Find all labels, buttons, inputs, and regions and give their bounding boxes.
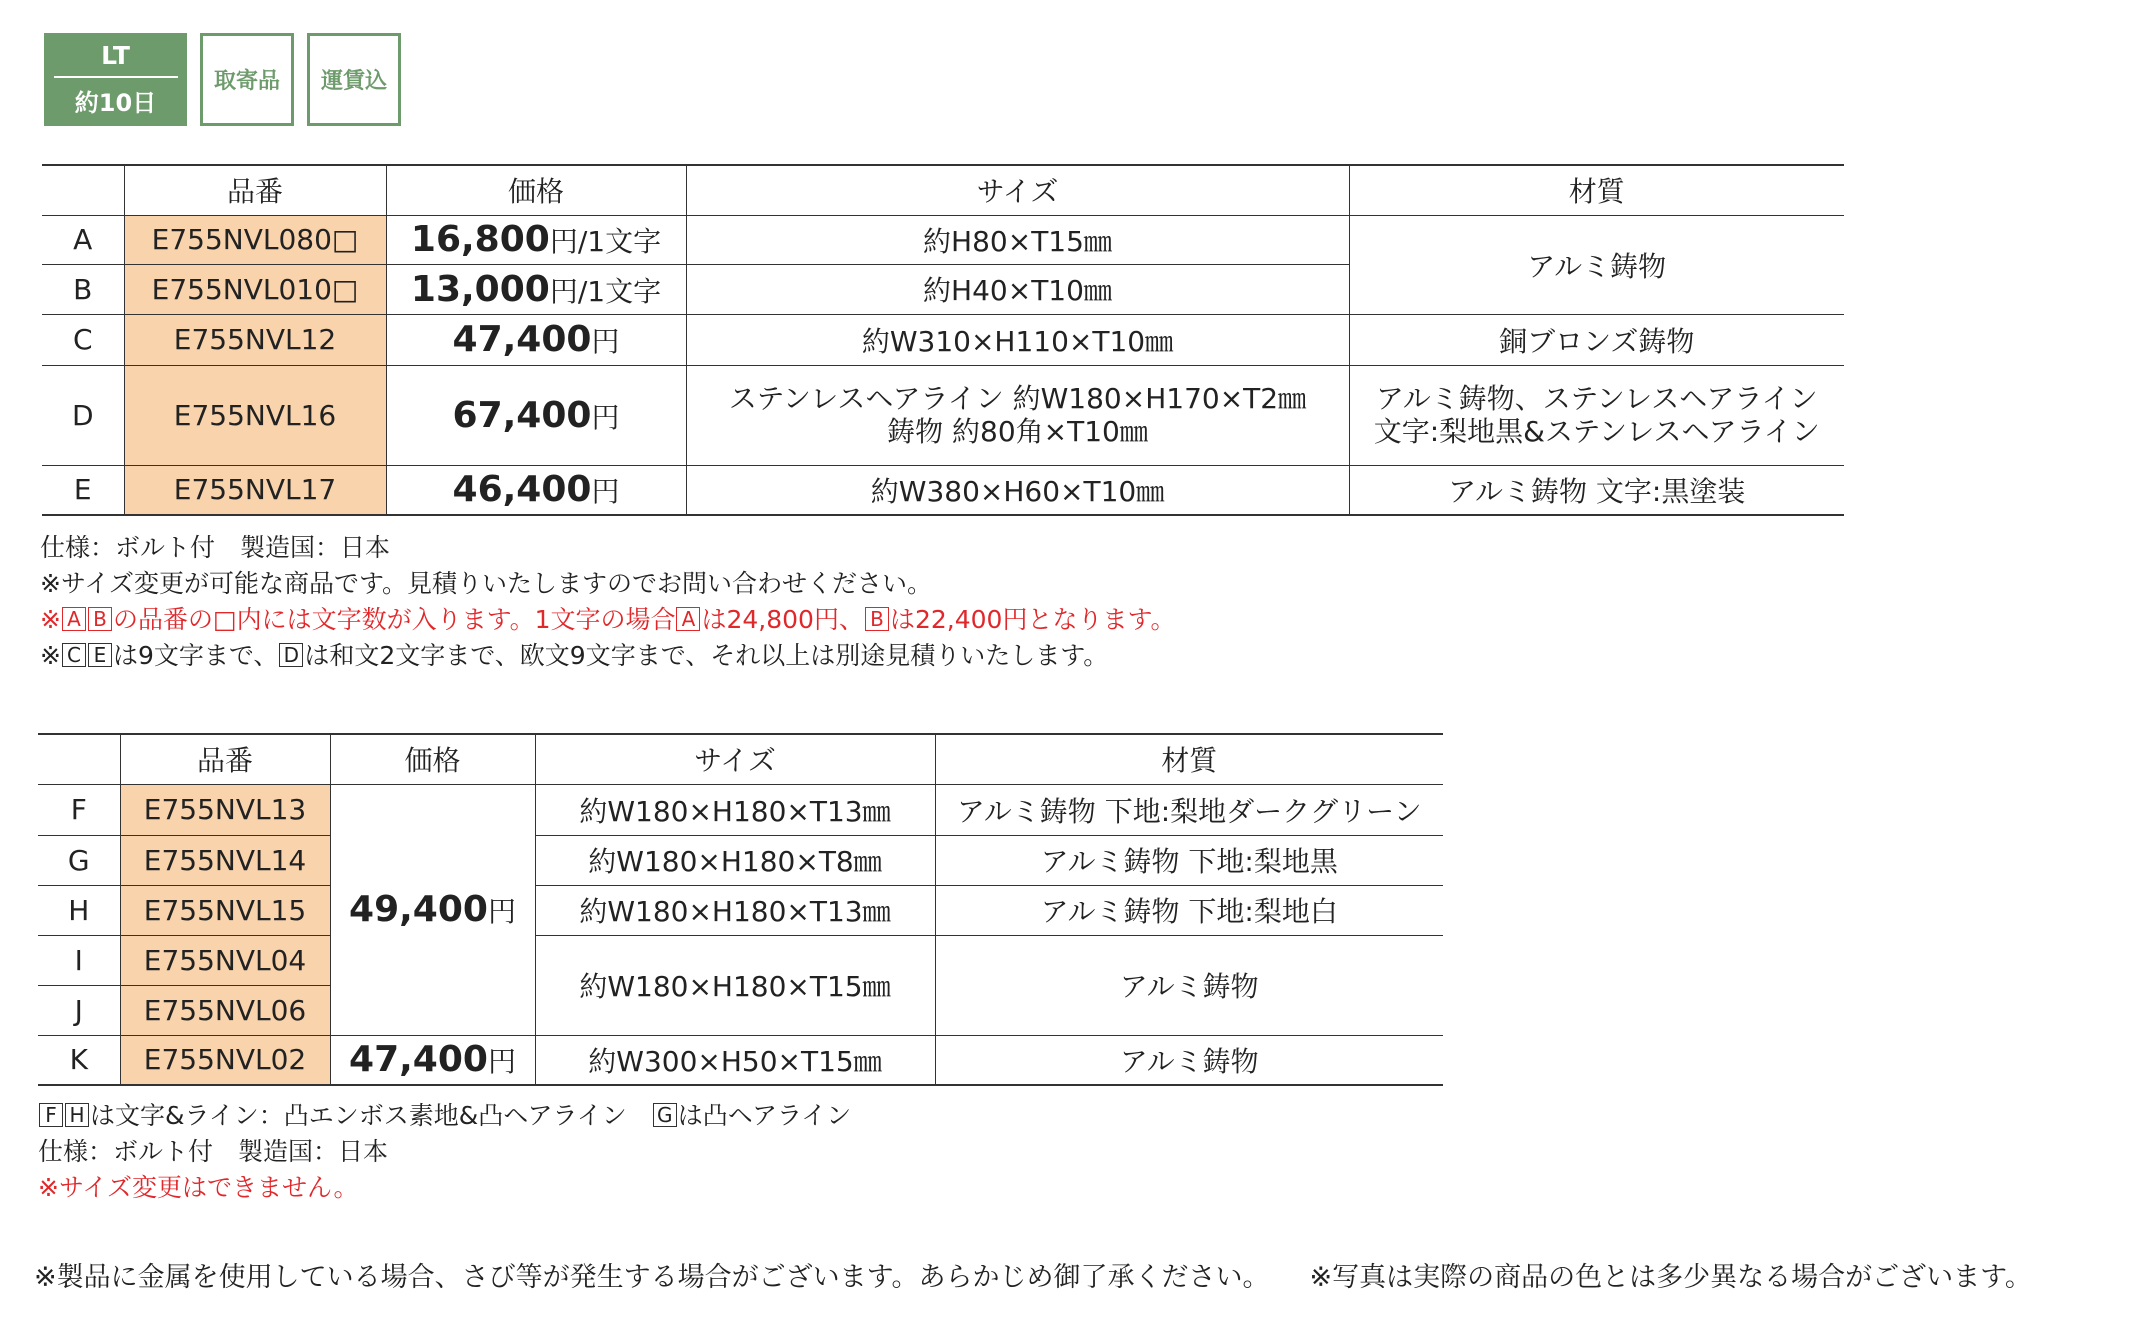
price-unit: 円 (487, 895, 516, 928)
row-ref-a: A (62, 607, 86, 631)
price-unit: 円/1文字 (549, 274, 662, 308)
size: 約W180×H180×T13㎜ (535, 784, 935, 835)
lead-time-badge (44, 33, 187, 126)
row-ref-g: G (653, 1103, 677, 1127)
size: 約W180×H180×T15㎜ (535, 935, 935, 1035)
note-prefix: ※ (40, 605, 61, 634)
size-change-note: ※サイズ変更が可能な商品です。見積りいたしますのでお問い合わせください。 (40, 569, 932, 598)
spec-note: 仕様：ボルト付 製造国：日本 (38, 1137, 389, 1166)
product-code: E755NVL080□ (124, 215, 386, 264)
note-text: の品番の□内には文字数が入ります。1文字の場合 (112, 605, 676, 634)
product-code: E755NVL17 (124, 465, 386, 515)
table-row (38, 784, 1443, 835)
price: 13,000 (410, 268, 550, 310)
material: アルミ鋳物 (1349, 215, 1844, 314)
price: 47,400 (349, 1039, 488, 1081)
badge-row (44, 33, 401, 126)
table-row (42, 215, 1844, 264)
product-code: E755NVL06 (120, 985, 330, 1035)
price-cell (386, 215, 686, 264)
row-id: F (38, 784, 120, 835)
character-limit-note (40, 638, 1175, 674)
material: アルミ鋳物 下地:梨地ダークグリーン (935, 784, 1443, 835)
note-text: は和文2文字まで、欧文9文字まで、それ以上は別途見積りいたします。 (304, 641, 1109, 670)
price-unit: 円/1文字 (549, 225, 662, 258)
spec-note: 仕様：ボルト付 製造国：日本 (40, 533, 391, 562)
character-count-note (40, 602, 1175, 638)
finish-note (38, 1098, 851, 1134)
row-ref-d: D (279, 643, 303, 667)
material: アルミ鋳物 (935, 935, 1443, 1035)
row-id: D (42, 365, 124, 465)
product-code: E755NVL13 (120, 784, 330, 835)
color-disclaimer: ※写真は実際の商品の色とは多少異なる場合がございます。 (1309, 1262, 2032, 1293)
row-id: A (42, 215, 124, 264)
rust-disclaimer: ※製品に金属を使用している場合、さび等が発生する場合がございます。あらかじめ御了承ください。 (34, 1262, 1270, 1293)
row-ref-h: H (65, 1103, 89, 1127)
spec-table-2 (38, 733, 1443, 1086)
price-cell (330, 1035, 535, 1085)
product-code: E755NVL16 (124, 365, 386, 465)
material (1349, 365, 1844, 465)
table-header-row (42, 165, 1844, 215)
product-code: E755NVL010□ (124, 264, 386, 314)
size: 約W180×H180×T8㎜ (535, 835, 935, 885)
header-size: サイズ (535, 734, 935, 784)
row-id: I (38, 935, 120, 985)
row-id: C (42, 314, 124, 365)
shipping-included-badge: 運賃込 (307, 33, 401, 126)
table-row (42, 465, 1844, 515)
header-material: 材質 (1349, 165, 1844, 215)
material: アルミ鋳物 文字:黒塗装 (1349, 465, 1844, 515)
product-code: E755NVL15 (120, 885, 330, 935)
header-code: 品番 (120, 734, 330, 784)
size: 約H80×T15㎜ (686, 215, 1349, 264)
row-id: B (42, 264, 124, 314)
table-row (38, 835, 1443, 885)
header-price: 価格 (330, 734, 535, 784)
size: 約H40×T10㎜ (686, 264, 1349, 314)
price: 67,400 (452, 394, 592, 436)
note-text: は9文字まで、 (112, 641, 279, 670)
row-id: H (38, 885, 120, 935)
table-row (42, 314, 1844, 365)
product-code: E755NVL04 (120, 935, 330, 985)
price-unit: 円 (591, 475, 620, 509)
price-cell (386, 314, 686, 365)
price-cell (330, 784, 535, 1035)
table-row (38, 885, 1443, 935)
price: 47,400 (452, 319, 592, 360)
row-id: E (42, 465, 124, 515)
header-code: 品番 (124, 165, 386, 215)
footer-notes (34, 1255, 2032, 1294)
material: アルミ鋳物 (935, 1035, 1443, 1085)
row-ref-b: B (88, 607, 112, 631)
row-ref-f: F (39, 1103, 63, 1127)
material: アルミ鋳物 下地:梨地白 (935, 885, 1443, 935)
row-ref-b: B (865, 607, 889, 631)
price-cell (386, 465, 686, 515)
product-code: E755NVL14 (120, 835, 330, 885)
row-id: K (38, 1035, 120, 1085)
note-text: は24,800円、 (701, 605, 864, 634)
header-material: 材質 (935, 734, 1443, 784)
table-row (38, 935, 1443, 985)
row-id: J (38, 985, 120, 1035)
lead-time-label: LT (101, 41, 130, 70)
price-cell (386, 264, 686, 314)
material-line: 文字:梨地黒&ステンレスヘアライン (1373, 415, 1820, 448)
size: 約W310×H110×T10㎜ (686, 314, 1349, 365)
price-cell (386, 365, 686, 465)
notes-block-1 (40, 530, 1175, 674)
price: 16,800 (410, 219, 550, 260)
row-ref-e: E (88, 643, 112, 667)
table-header-row (38, 734, 1443, 784)
price: 46,400 (452, 469, 592, 511)
spec-table-1 (42, 164, 1844, 516)
size: 約W300×H50×T15㎜ (535, 1035, 935, 1085)
price-unit: 円 (591, 325, 620, 358)
size-line: ステンレスヘアライン 約W180×H170×T2㎜ (728, 382, 1307, 415)
header-size: サイズ (686, 165, 1349, 215)
price-unit: 円 (591, 400, 620, 434)
header-price: 価格 (386, 165, 686, 215)
price-unit: 円 (487, 1045, 516, 1079)
price: 49,400 (349, 889, 488, 930)
order-item-badge: 取寄品 (200, 33, 294, 126)
row-ref-a: A (676, 607, 700, 631)
row-id: G (38, 835, 120, 885)
note-text: は凸ヘアライン (677, 1101, 852, 1130)
note-text: は22,400円となります。 (889, 605, 1176, 634)
size (686, 365, 1349, 465)
note-prefix: ※ (40, 641, 61, 670)
note-text: は文字&ライン：凸エンボス素地&凸ヘアライン (90, 1101, 652, 1130)
size: 約W180×H180×T13㎜ (535, 885, 935, 935)
notes-block-2 (38, 1098, 851, 1206)
table-row (42, 365, 1844, 465)
material: 銅ブロンズ鋳物 (1349, 314, 1844, 365)
material-line: アルミ鋳物、ステンレスヘアライン (1375, 382, 1818, 415)
lead-time-value: 約10日 (74, 89, 157, 117)
product-code: E755NVL02 (120, 1035, 330, 1085)
badge-divider (54, 76, 178, 78)
product-code: E755NVL12 (124, 314, 386, 365)
material: アルミ鋳物 下地:梨地黒 (935, 835, 1443, 885)
header-id (38, 734, 120, 784)
table-row (38, 1035, 1443, 1085)
row-ref-c: C (62, 643, 86, 667)
header-id (42, 165, 124, 215)
size-line: 鋳物 約80角×T10㎜ (887, 415, 1148, 448)
size: 約W380×H60×T10㎜ (686, 465, 1349, 515)
no-size-change-note: ※サイズ変更はできません。 (38, 1173, 359, 1202)
